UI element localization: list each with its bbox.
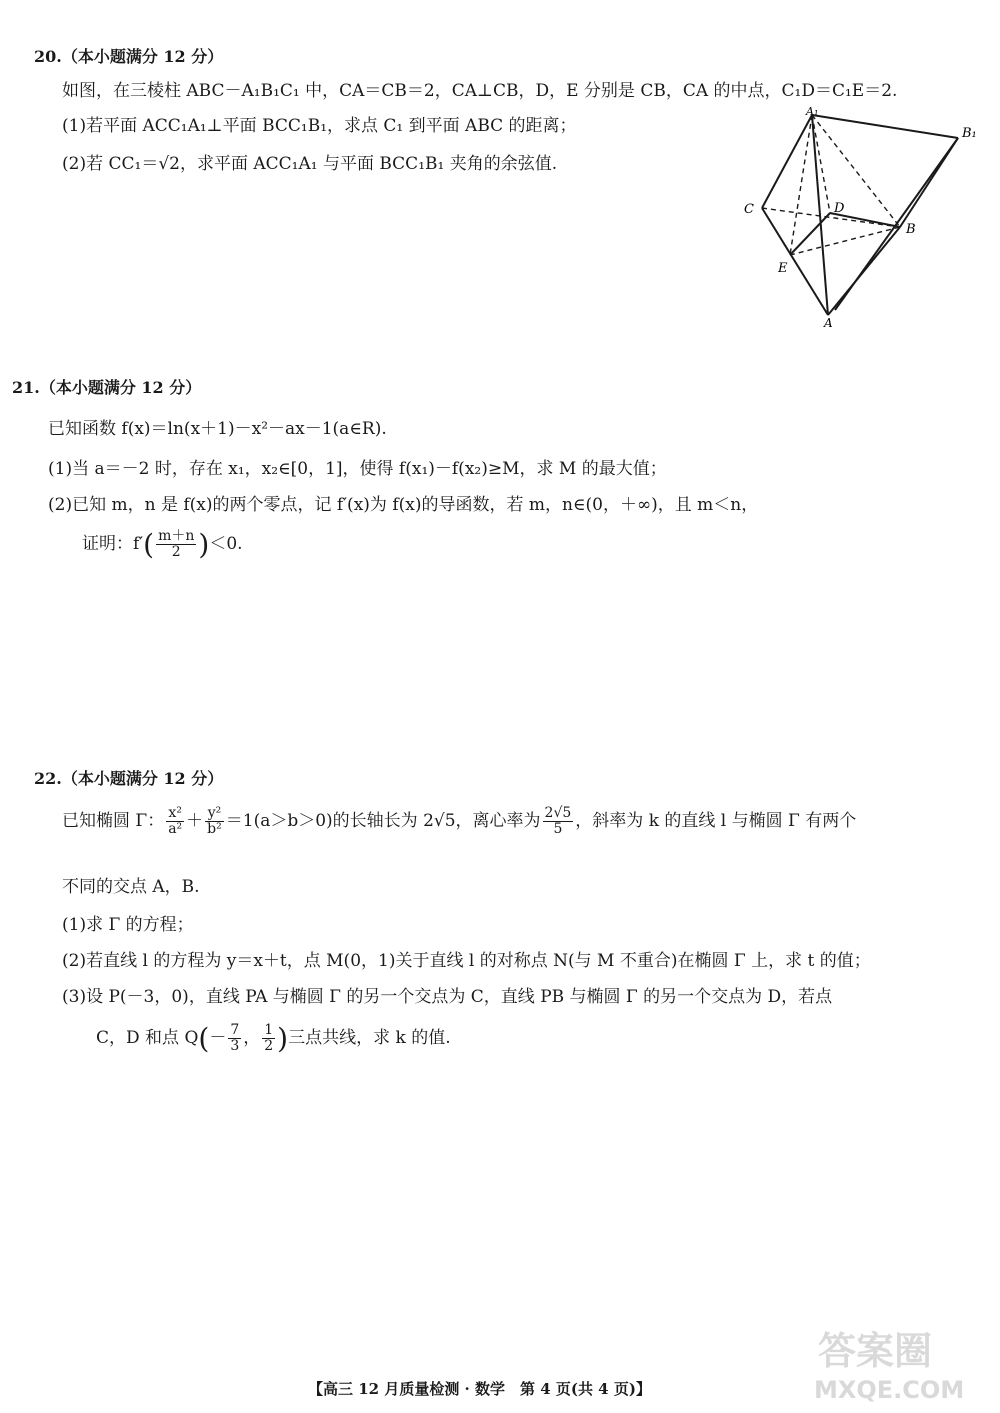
q22-part3-prefix: C，D 和点 Q bbox=[96, 1028, 199, 1048]
ecc-den: 5 bbox=[553, 821, 563, 837]
q22-stem-mid: ＝1(a＞b＞0)的长轴长为 2√5，离心率为 bbox=[225, 811, 541, 831]
q22-frac-y bbox=[205, 806, 224, 836]
page-footer: 【高三 12 月质量检测 · 数学 第 4 页(共 4 页)】 bbox=[308, 1380, 651, 1398]
q22-part3-suffix: 三点共线，求 k 的值. bbox=[288, 1028, 451, 1048]
q22-part1: (1)求 Γ 的方程； bbox=[62, 915, 194, 935]
q22-stem-end: ，斜率为 k 的直线 l 与椭圆 Γ 有两个 bbox=[575, 811, 857, 831]
q22-part3-line2: C，D 和点 Q(－ $\frac{7}{3}$ ， $\frac{1}{2}$ )三点共线，求 k 的值. bbox=[96, 1022, 451, 1055]
q22-stem-prefix: 已知椭圆 Γ： bbox=[62, 811, 165, 831]
q-y-den: 2 bbox=[264, 1038, 274, 1054]
q21-frac-num: m＋n bbox=[158, 528, 195, 545]
ecc-num: 2√5 bbox=[544, 805, 572, 822]
label-E: E bbox=[778, 261, 788, 276]
q22-frac-x bbox=[166, 806, 184, 836]
q22-stem bbox=[62, 806, 856, 837]
q21-stem: 已知函数 f(x)＝ln(x＋1)－x²－ax－1(a∈R). bbox=[48, 419, 387, 439]
frac-x-den: a² bbox=[168, 821, 183, 837]
label-B1: B₁ bbox=[962, 126, 977, 141]
q22-part2: (2)若直线 l 的方程为 y＝x＋t，点 M(0，1)关于直线 l 的对称点 N(与 M 不重合)在椭圆 Γ 上，求 t 的值； bbox=[62, 951, 871, 971]
q21-prove: 证明：f′( $\frac{m+n}{2}$ )＜0. bbox=[82, 528, 243, 561]
q22-heading: 22.（本小题满分 12 分） bbox=[34, 769, 224, 788]
label-A1: A₁ bbox=[806, 105, 819, 118]
q20-heading: 20.（本小题满分 12 分） bbox=[34, 47, 224, 66]
frac-x-num: x² bbox=[166, 806, 184, 822]
watermark-logo bbox=[800, 1318, 988, 1408]
frac-y-den: b² bbox=[207, 821, 222, 837]
label-C: C bbox=[744, 202, 754, 217]
q21-part1: (1)当 a＝－2 时，存在 x₁，x₂∈[0，1]，使得 f(x₁)－f(x₂)≥M，求 M 的最大值； bbox=[48, 459, 667, 479]
q20-part1: (1)若平面 ACC₁A₁⊥平面 BCC₁B₁，求点 C₁ 到平面 ABC 的距离； bbox=[62, 116, 577, 136]
q22-part3: (3)设 P(－3，0)，直线 PA 与椭圆 Γ 的另一个交点为 C，直线 PB 与椭圆 Γ 的另一个交点为 D，若点 bbox=[62, 987, 833, 1007]
q20-stem: 如图，在三棱柱 ABC－A₁B₁C₁ 中，CA＝CB＝2，CA⊥CB，D，E 分别是 CB，CA 的中点，C₁D＝C₁E＝2. bbox=[62, 81, 898, 101]
plus-sign: ＋ bbox=[186, 811, 204, 831]
q22-stem-line2: 不同的交点 A，B. bbox=[62, 877, 200, 897]
q22-ecc bbox=[543, 806, 574, 836]
q-x-den: 3 bbox=[230, 1038, 240, 1054]
label-D: D bbox=[834, 201, 845, 216]
q-y-frac bbox=[262, 1023, 275, 1053]
q21-frac-den: 2 bbox=[171, 544, 181, 560]
q21-part2: (2)已知 m，n 是 f(x)的两个零点，记 f′(x)为 f(x)的导函数，若 m，n∈(0，＋∞)，且 m＜n， bbox=[48, 495, 759, 515]
prism-figure bbox=[740, 105, 980, 335]
comma: ， bbox=[243, 1028, 261, 1048]
label-B: B bbox=[906, 222, 916, 237]
frac-y-num: y² bbox=[205, 806, 224, 822]
q-x-num: 7 bbox=[230, 1022, 240, 1039]
label-A: A bbox=[824, 316, 833, 330]
q21-fraction bbox=[156, 529, 196, 559]
minus-sign: － bbox=[209, 1028, 227, 1048]
q21-prove-prefix: 证明：f′ bbox=[82, 534, 144, 554]
q21-prove-suffix: ＜0. bbox=[209, 534, 243, 554]
watermark-bottom: MXQE.COM bbox=[814, 1376, 965, 1404]
q-x-frac bbox=[228, 1023, 241, 1053]
q21-heading: 21.（本小题满分 12 分） bbox=[12, 378, 202, 397]
watermark-top: 答案圈 bbox=[818, 1329, 933, 1373]
q20-part2: (2)若 CC₁＝√2，求平面 ACC₁A₁ 与平面 BCC₁B₁ 夹角的余弦值. bbox=[62, 154, 558, 174]
q-y-num: 1 bbox=[264, 1022, 274, 1039]
